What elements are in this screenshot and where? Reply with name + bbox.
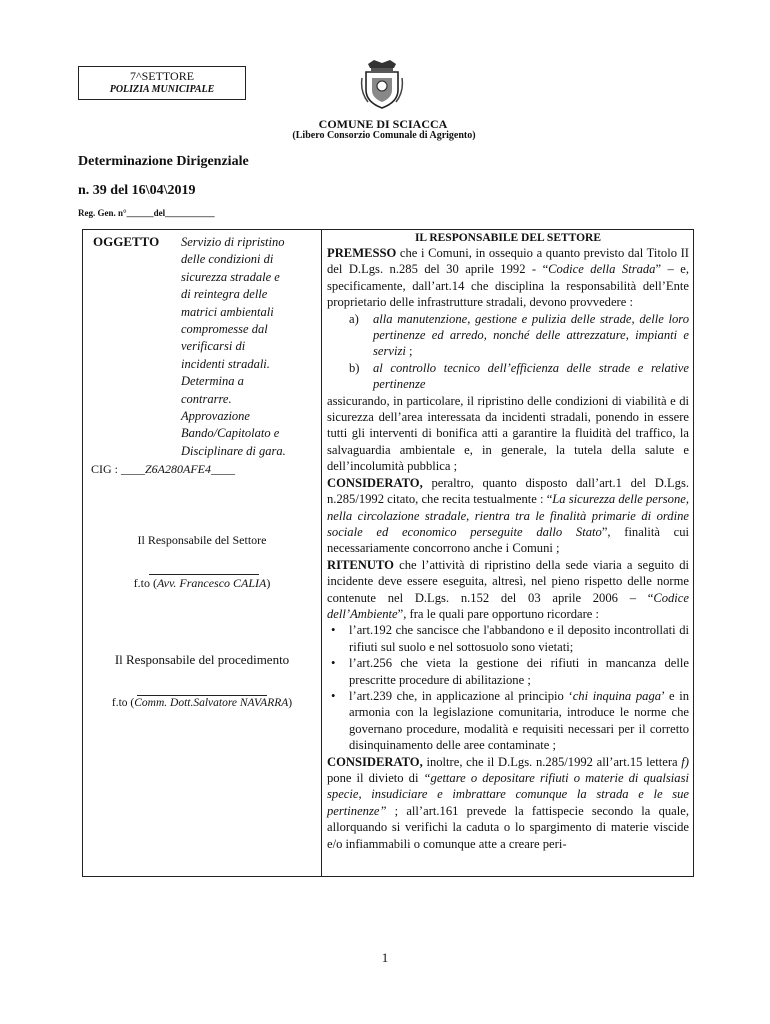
oggetto-line: Servizio di ripristino [181, 235, 285, 249]
municipal-crest-icon [360, 58, 404, 110]
determinazione-title: Determinazione Dirigenziale [78, 154, 249, 169]
bullet-marker: • [331, 656, 336, 671]
paragraph-lead: PREMESSO [327, 246, 397, 260]
paragraph-italic: f) [681, 754, 689, 769]
oggetto-line: Disciplinare di gara. [181, 443, 286, 458]
paragraph-text: ” – e, specificamente, dall’art.14 che disciplina la responsabilità dell’Ente proprietario delle infrastrutture stradali, devono provvedere : [327, 262, 689, 310]
paragraph-ritenuto [327, 557, 689, 623]
resp-procedimento-name: Comm. Dott.Salvatore NAVARRA [134, 697, 289, 709]
paragraph-text: ”, fra le quali pare opportuno ricordare : [397, 606, 600, 621]
signature-line [137, 695, 267, 696]
paragraph-text: ; all’art.161 prevede la fattispecie secondo la quale, allorquando si verifichi la caduta o lo spargimento di materie viscide e/o infiammabili o comunque atte a creare peri- [327, 803, 689, 851]
oggetto-line: Determina a [181, 374, 244, 389]
list-text: ’ e in armonia con la legislazione comunitaria, introduce le norme che governano procedure, modalità e requisiti necessari per il corretto disinquinamento delle aree contaminate ; [349, 688, 689, 753]
fto-suffix: ) [266, 576, 271, 590]
reg-gen-line: Reg. Gen. n°______del___________ [78, 208, 215, 218]
paragraph-text: inoltre, che il D.Lgs. n.285/1992 all’art.15 lettera [422, 754, 682, 769]
comune-name: COMUNE DI SCIACCA [318, 117, 448, 131]
resp-settore-name: Avv. Francesco CALIA [156, 576, 267, 590]
oggetto-label: OGGETTO [93, 234, 160, 249]
paragraph-lead: CONSIDERATO, [327, 754, 423, 769]
resp-procedimento-signature [83, 697, 321, 709]
paragraph-italic: Codice dell’Ambiente [327, 590, 689, 621]
list-item [327, 655, 689, 688]
resp-procedimento-label: Il Responsabile del procedimento [114, 652, 290, 667]
left-column [83, 230, 321, 876]
fto-suffix: ) [288, 697, 293, 709]
settore-title: 7^SETTORE [129, 69, 195, 83]
oggetto-line: delle condizioni di [181, 252, 274, 267]
oggetto-line: incidenti stradali. [181, 356, 270, 371]
paragraph-text: peraltro, quanto disposto dall’art.1 del D.Lgs. n.285/1992 citato, che recita testualmente : “ [327, 475, 689, 507]
oggetto-line: verificarsi di [181, 339, 246, 354]
cig-tail: ____ [211, 462, 235, 476]
list-text: al controllo tecnico dell’efficienza delle strade e relative pertinenze [373, 360, 689, 392]
signature-line [149, 574, 259, 575]
bullet-marker: • [331, 623, 336, 638]
oggetto-line: di reintegra delle [181, 287, 268, 302]
resp-settore-signature [83, 576, 321, 591]
list-marker: b) [349, 360, 360, 375]
resp-settore-label: Il Responsabile del Settore [137, 533, 267, 547]
right-heading: IL RESPONSABILE DEL SETTORE [414, 232, 602, 244]
paragraph-italic: “gettare o depositare rifiuti o materie di qualsiasi specie, insudiciare e imbrattare comunque la strada e le sue pertinenze” [327, 771, 689, 818]
paragraph-text: che i Comuni, in ossequio a quanto previsto dal Titolo II del D.Lgs. n.285 del 30 aprile 1992 - “ [327, 246, 689, 277]
list-text: l’art.256 che vieta la gestione dei rifiuti in mancanza delle prescritte procedure di abilitazione ; [349, 656, 689, 687]
paragraph-assicurando: assicurando, in particolare, il ripristino delle condizioni di viabilità e di sicurezza dell’area interessata da incidenti stradali, ponendo in essere tutti gli interventi di bonifica atti a garantire la fluidità del traffico, la salvaguardia ambientale e, in generale, la tutela della salute e dell’incolumità pubblica ; [327, 393, 689, 474]
lettered-list [327, 311, 689, 393]
page-number: 1 [381, 950, 389, 965]
paragraph-considerato-2 [327, 754, 689, 852]
paragraph-text: che l’attività di ripristino della sede viaria a seguito di incidente deve essere eseguita, altresì, nel pieno rispetto delle norme contenute nel D.Lgs. n.152 del 03 aprile 2006 – “ [327, 557, 689, 605]
oggetto-text [181, 234, 313, 460]
determinazione-number: n. 39 del 16\04\2019 [78, 183, 196, 198]
fto-prefix: f.to ( [133, 576, 157, 590]
oggetto-line: Approvazione [181, 409, 250, 424]
cig-line [91, 462, 235, 477]
fto-prefix: f.to ( [111, 697, 135, 709]
oggetto-line: contrarre. [181, 391, 232, 406]
list-item [327, 688, 689, 754]
oggetto-line: Bando/Capitolato e [181, 426, 280, 441]
paragraph-italic: La sicurezza delle persone, nella circolazione stradale, rientra tra le finalità primarie di ordine sociale ed economico perseguite dallo Stato [327, 492, 689, 539]
paragraph-lead: RITENUTO [327, 557, 394, 572]
list-item [327, 622, 689, 655]
list-item [327, 360, 689, 393]
list-text: l’art.192 che sancisce che l'abbandono e il deposito incontrollati di rifiuti sul suolo e nel sottosuolo sono vietati; [349, 623, 689, 654]
oggetto-line: matrici ambientali [181, 304, 274, 319]
list-italic: chi inquina paga [572, 688, 662, 703]
main-table [82, 229, 694, 877]
oggetto-line: sicurezza stradale e [181, 269, 280, 284]
paragraph-lead: CONSIDERATO, [327, 475, 423, 490]
paragraph-text: ”, finalità cui necessariamente concorrono anche i Comuni ; [327, 524, 689, 556]
paragraph-considerato-1 [327, 475, 689, 557]
list-item [327, 311, 689, 360]
paragraph-text: pone il divieto di [327, 771, 424, 785]
column-divider [321, 230, 322, 876]
list-text: l’art.239 che, in applicazione al principio ‘ [349, 688, 573, 703]
settore-subtitle: POLIZIA MUNICIPALE [109, 84, 215, 95]
bullet-marker: • [331, 688, 336, 703]
right-column [327, 231, 689, 852]
cig-code: Z6A280AFE4 [145, 462, 211, 476]
list-tail: ; [405, 344, 413, 359]
list-text: alla manutenzione, gestione e pulizia delle strade, delle loro pertinenze ed arredo, nonché delle attrezzature, impianti e servizi [373, 311, 689, 359]
libero-consorzio: (Libero Consorzio Comunale di Agrigento) [292, 130, 476, 141]
settore-box [78, 66, 246, 100]
bullet-list [327, 622, 689, 753]
paragraph-premesso [327, 245, 689, 311]
paragraph-italic: Codice della Strada [548, 262, 656, 277]
oggetto-line: compromesse dal [181, 322, 268, 337]
cig-label: CIG : ____ [91, 462, 145, 476]
list-marker: a) [349, 311, 359, 326]
